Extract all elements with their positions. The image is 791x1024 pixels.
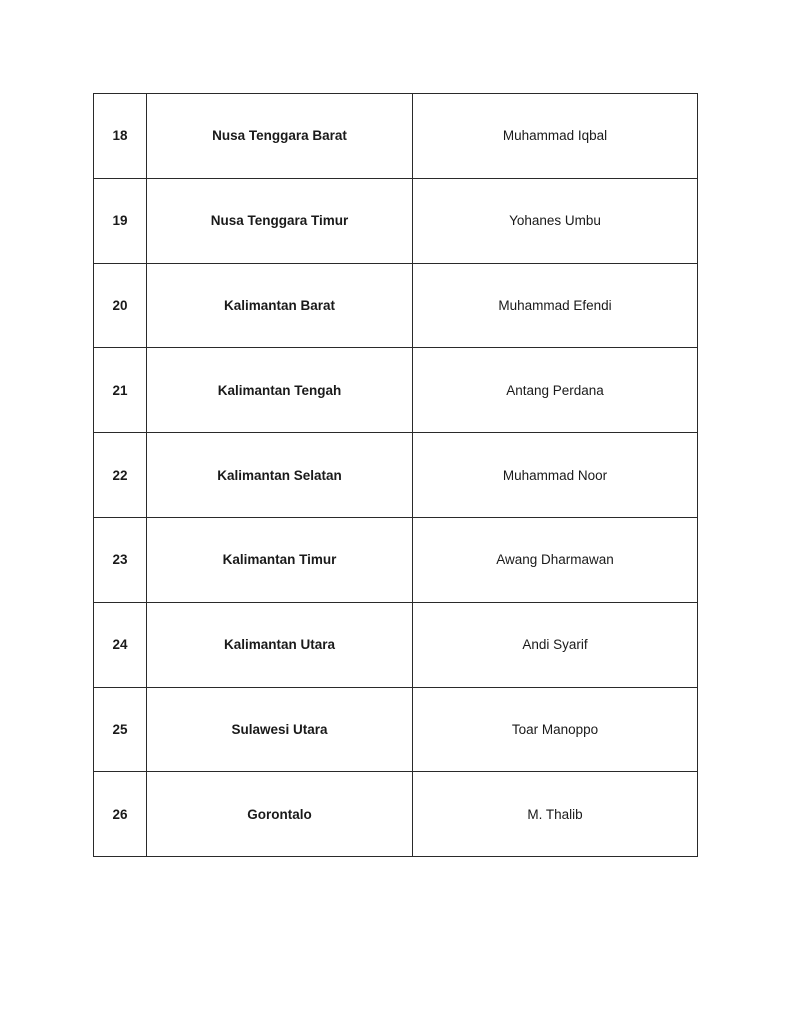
table-row [94,348,698,433]
table-row [94,772,698,857]
row-number: 25 [94,687,147,772]
province-cell: Gorontalo [147,772,413,857]
row-number: 20 [94,263,147,348]
table-row [94,687,698,772]
province-cell: Nusa Tenggara Timur [147,178,413,263]
name-cell: Andi Syarif [413,602,698,687]
province-cell: Kalimantan Selatan [147,433,413,518]
table-row [94,517,698,602]
table-row [94,178,698,263]
row-number: 24 [94,602,147,687]
name-cell: Awang Dharmawan [413,517,698,602]
name-cell: Yohanes Umbu [413,178,698,263]
table-body [94,94,698,857]
name-cell: Muhammad Noor [413,433,698,518]
governor-table [93,93,698,857]
province-cell: Sulawesi Utara [147,687,413,772]
province-cell: Kalimantan Tengah [147,348,413,433]
row-number: 21 [94,348,147,433]
name-cell: Antang Perdana [413,348,698,433]
table-row [94,94,698,179]
name-cell: Toar Manoppo [413,687,698,772]
table-row [94,602,698,687]
name-cell: Muhammad Iqbal [413,94,698,179]
province-cell: Kalimantan Utara [147,602,413,687]
row-number: 19 [94,178,147,263]
province-cell: Nusa Tenggara Barat [147,94,413,179]
row-number: 18 [94,94,147,179]
name-cell: M. Thalib [413,772,698,857]
province-cell: Kalimantan Barat [147,263,413,348]
province-cell: Kalimantan Timur [147,517,413,602]
row-number: 23 [94,517,147,602]
name-cell: Muhammad Efendi [413,263,698,348]
table-row [94,263,698,348]
row-number: 22 [94,433,147,518]
row-number: 26 [94,772,147,857]
table-row [94,433,698,518]
